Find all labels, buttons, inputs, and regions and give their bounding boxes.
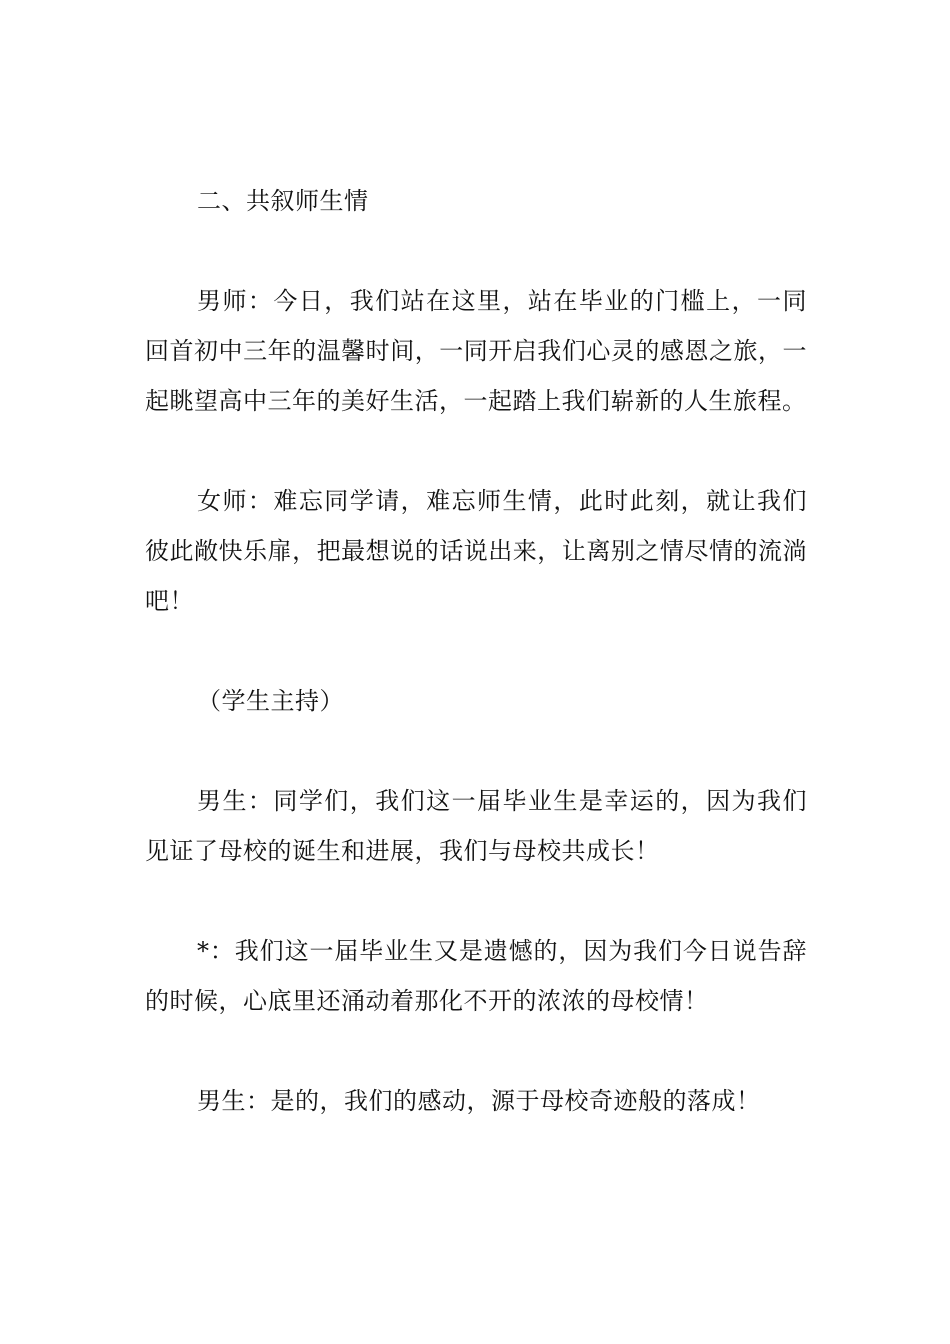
section-heading: 二、共叙师生情 xyxy=(197,187,369,215)
document-body xyxy=(145,176,807,1126)
paragraph-male-teacher: 男师：今日，我们站在这里，站在毕业的门槛上，一同回首初中三年的温馨时间，一同开启我们心灵的感恩之旅，一起眺望高中三年的美好生活，一起踏上我们崭新的人生旅程。 xyxy=(145,287,807,415)
paragraph-spacer xyxy=(145,1026,807,1076)
paragraph-spacer xyxy=(145,426,807,476)
paragraph-spacer xyxy=(145,876,807,926)
paragraph-female-teacher: 女师：难忘同学请，难忘师生情，此时此刻，就让我们彼此敞快乐扉，把最想说的话说出来，让离别之情尽情的流淌吧！ xyxy=(145,487,807,615)
paragraph-spacer xyxy=(145,226,807,276)
paragraph-star-speaker: *：我们这一届毕业生又是遗憾的，因为我们今日说告辞的时候，心底里还涌动着那化不开的浓浓的母校情！ xyxy=(145,937,807,1015)
paragraph-male-student-1: 男生：同学们，我们这一届毕业生是幸运的，因为我们见证了母校的诞生和进展，我们与母校共成长！ xyxy=(145,787,807,865)
paragraph-spacer xyxy=(145,626,807,676)
paragraph-male-student-2: 男生：是的，我们的感动，源于母校奇迹般的落成！ xyxy=(197,1087,761,1115)
paragraph-spacer xyxy=(145,726,807,776)
paragraph-student-host: （学生主持） xyxy=(197,687,344,715)
